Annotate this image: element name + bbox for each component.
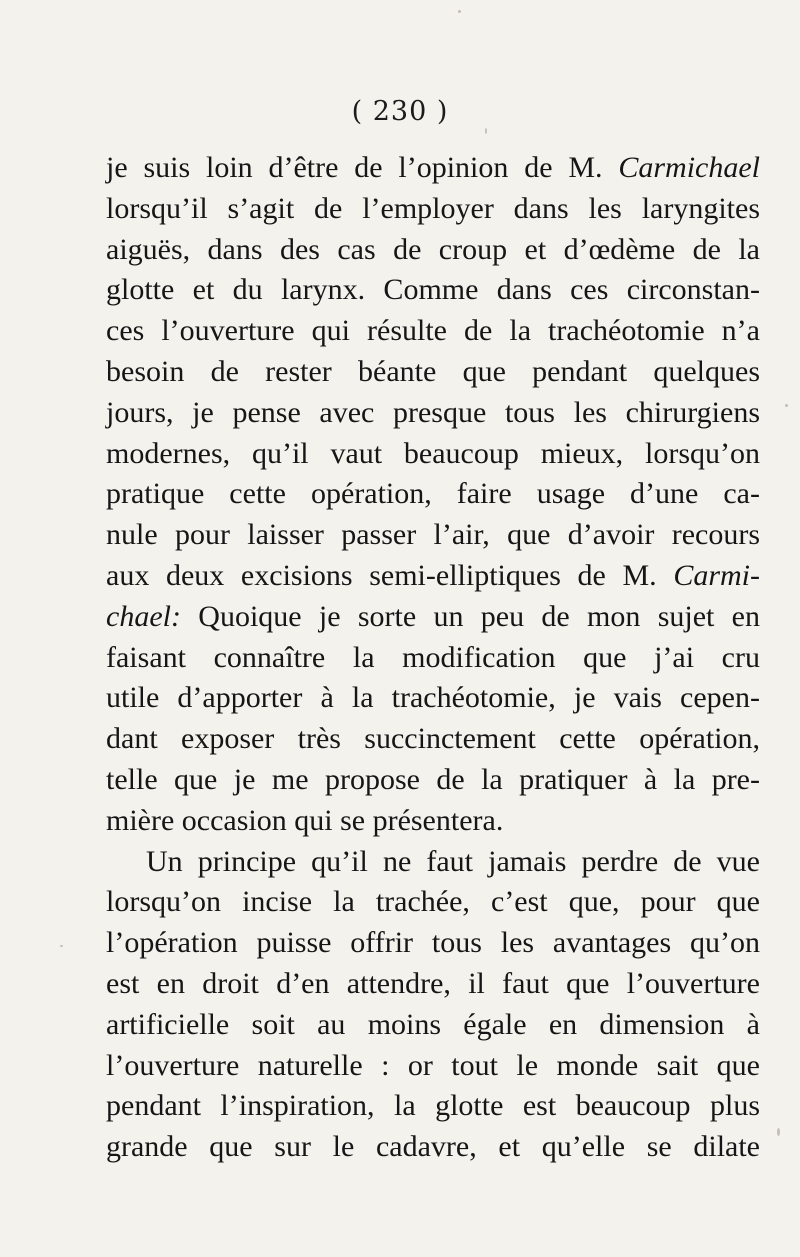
paragraph-end-line	[106, 801, 760, 842]
line-italic: Carmi-	[673, 558, 760, 592]
text-line	[106, 230, 760, 271]
line-text: besoin de rester béante que pendant quelques	[106, 354, 760, 388]
text-line	[106, 882, 760, 923]
text-line	[106, 964, 760, 1005]
line-italic: Carmichael	[618, 151, 760, 184]
paper-speck	[785, 404, 788, 407]
text-line	[106, 434, 760, 475]
text-line	[106, 1086, 760, 1127]
line-text: jours, je pense avec presque tous les chirurgiens	[106, 395, 760, 429]
line-text: grande que sur le cadavre, et qu’elle se dilate	[106, 1130, 760, 1164]
paper-speck	[485, 128, 487, 134]
paper-speck	[60, 945, 63, 947]
text-line	[106, 638, 760, 679]
line-text: lorsqu’on incise la trachée, c’est que, pour que	[106, 885, 760, 919]
text-line	[106, 923, 760, 964]
line-text: modernes, qu’il vaut beaucoup mieux, lorsqu’on	[106, 436, 760, 470]
line-tail: Quoique je sorte un peu de mon sujet en	[180, 599, 760, 633]
paragraph-start-line	[106, 842, 760, 883]
text-line	[106, 352, 760, 393]
line-text: glotte et du larynx. Comme dans ces circonstan-	[106, 273, 760, 307]
paper-speck	[458, 10, 461, 13]
text-line	[106, 719, 760, 760]
line-text: nule pour laisser passer l’air, que d’avoir recours	[106, 518, 760, 552]
line-text: je suis loin d’être de l’opinion de M.	[106, 151, 619, 184]
text-line	[106, 270, 760, 311]
line-text: pratique cette opération, faire usage d’une ca-	[106, 477, 760, 511]
text-line	[106, 678, 760, 719]
text-line	[106, 148, 760, 189]
line-text: aux deux excisions semi-elliptiques de M.	[106, 558, 674, 592]
line-text: pendant l’inspiration, la glotte est beaucoup plus	[106, 1089, 760, 1123]
line-text: lorsqu’il s’agit de l’employer dans les laryngites	[106, 191, 760, 225]
text-line	[106, 760, 760, 801]
text-line	[106, 474, 760, 515]
text-line	[106, 1046, 760, 1087]
text-line	[106, 515, 760, 556]
text-line	[106, 1127, 760, 1168]
line-italic: chael:	[106, 599, 181, 633]
text-line	[106, 189, 760, 230]
text-line	[106, 311, 760, 352]
text-line	[106, 393, 760, 434]
body-text	[106, 148, 760, 1168]
line-text: l’ouverture naturelle : or tout le monde sait que	[106, 1048, 760, 1082]
text-line	[106, 597, 760, 638]
line-text: Un principe qu’il ne faut jamais perdre de vue	[146, 844, 760, 878]
line-text: est en droit d’en attendre, il faut que l’ouverture	[106, 966, 760, 1000]
line-text: mière occasion qui se présentera.	[106, 803, 504, 837]
line-text: l’opération puisse offrir tous les avantages qu’on	[106, 926, 760, 960]
text-line	[106, 556, 760, 597]
paper-speck	[777, 1128, 780, 1136]
line-text: dant exposer très succinctement cette opération,	[106, 722, 760, 756]
line-text: faisant connaître la modification que j’ai cru	[106, 640, 760, 674]
line-text: aiguës, dans des cas de croup et d’œdème de la	[106, 232, 760, 266]
line-text: utile d’apporter à la trachéotomie, je vais cepen-	[106, 681, 760, 715]
page-number: ( 230 )	[351, 96, 449, 127]
text-line	[106, 1005, 760, 1046]
line-text: artificielle soit au moins égale en dimension à	[106, 1007, 760, 1041]
line-text: ces l’ouverture qui résulte de la trachéotomie n’a	[106, 314, 760, 348]
line-text: telle que je me propose de la pratiquer à la pre-	[106, 762, 760, 796]
